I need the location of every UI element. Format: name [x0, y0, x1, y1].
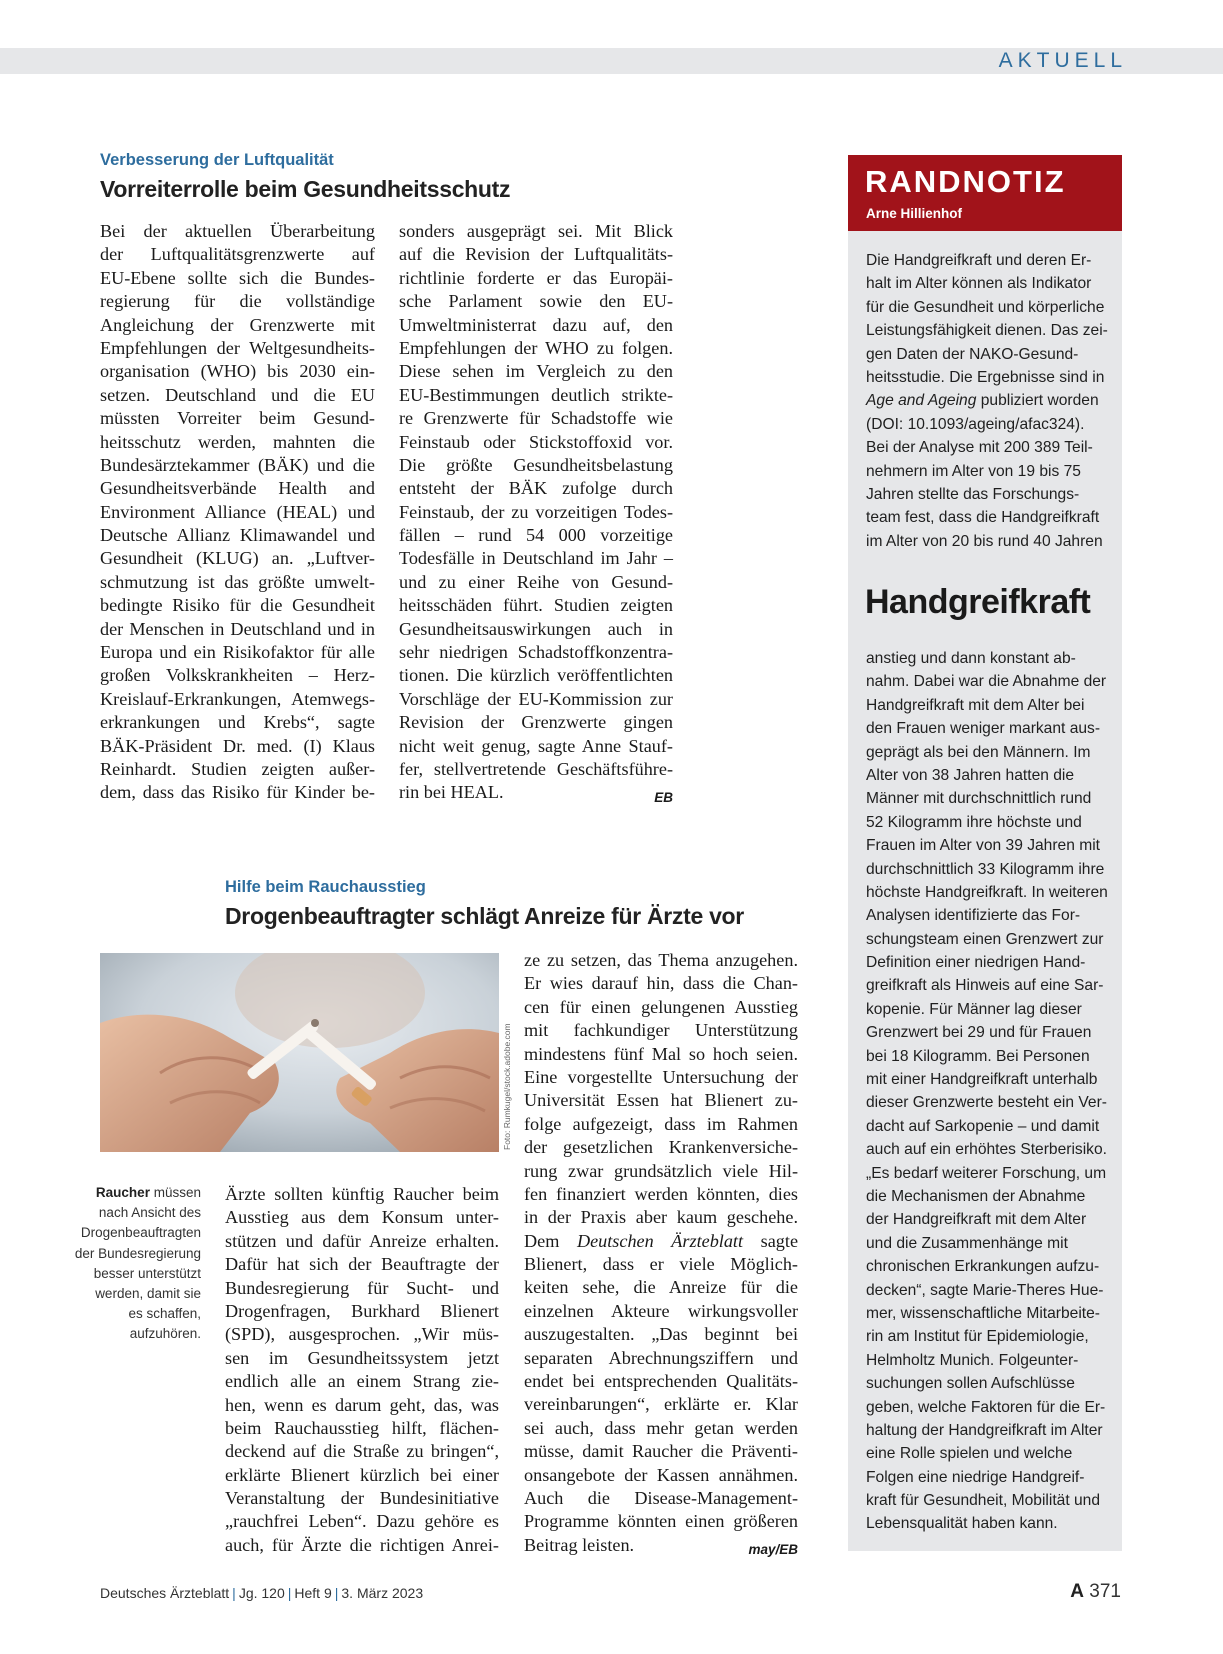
- text-line: geben, welche Faktoren für die Er-: [866, 1398, 1106, 1416]
- text-line: der Handgreifkraft mit dem Alter: [866, 1211, 1087, 1229]
- text-line: re Grenzwerte für Schadstoffe wie: [399, 408, 673, 429]
- text-line: „Es bedarf weiterer Forschung, um: [866, 1164, 1107, 1182]
- text-line: Die größte Gesundheitsbelastung: [399, 454, 673, 475]
- randnotiz-text-bottom: [866, 647, 1106, 1536]
- publication-name: Deutschen Ärzteblatt: [576, 1230, 744, 1251]
- text-line: rung zwar grundsätzlich viele Hil-: [524, 1160, 798, 1181]
- photo-credit: Foto: Rumkugel/stock.adobe.com: [502, 1023, 512, 1150]
- text-line: Lebensqualität haben kann.: [866, 1515, 1058, 1533]
- text-line: stützen und dafür Anreize erhalten.: [225, 1230, 499, 1251]
- article1-column-1: [100, 220, 375, 805]
- text-line: Beitrag leisten.: [524, 1534, 635, 1555]
- page-number-value: 371: [1089, 1581, 1121, 1602]
- text-line: sonders ausgeprägt sei. Mit Blick: [399, 221, 673, 241]
- text-line: durchschnittlich 33 Kilogramm ihre: [866, 860, 1105, 878]
- randnotiz-author: Arne Hillienhof: [866, 206, 963, 221]
- text-line: dacht auf Sarkopenie – und damit: [866, 1117, 1100, 1135]
- text-line: Veranstaltung der Bundesinitiative: [225, 1488, 499, 1509]
- text-line: sen im Gesundheitssystem jetzt: [225, 1347, 499, 1368]
- text-line: Drogenfragen, Burkhard Blienert: [225, 1300, 499, 1321]
- text-line: dem, dass das Risiko für Kinder be-: [100, 782, 375, 803]
- text-line: bei 18 Kilogramm. Bei Personen: [866, 1047, 1090, 1065]
- text-line: Eine vorgestellte Untersuchung der: [524, 1066, 798, 1087]
- text-line: fällen – rund 54 000 vorzeitige: [399, 525, 673, 546]
- text-line: vereinbarungen“, erklärte er. Klar: [524, 1394, 798, 1415]
- caption-line: müssen: [153, 1185, 201, 1200]
- text-line: mit einer Handgreifkraft unterhalb: [866, 1071, 1098, 1089]
- text-line: Diese sehen im Vergleich zu den: [399, 361, 673, 382]
- text-line: Empfehlungen der WHO zu folgen.: [399, 337, 673, 358]
- text-line: deckend auf die Straße zu bringen“,: [225, 1441, 499, 1462]
- text-line: fer, stellvertretende Geschäftsführe-: [399, 758, 673, 779]
- article1-signature: EB: [654, 789, 673, 805]
- text-line: Vorschläge der EU-Kommission zur: [399, 688, 673, 709]
- text-line: Männer mit durchschnittlich rund: [866, 790, 1092, 808]
- text-line: Universität Essen hat Blienert zu-: [524, 1090, 798, 1111]
- text-line: tionen. Die kürzlich veröffentlichten: [399, 665, 673, 686]
- text-line: Revision der Grenzwerte gingen: [399, 712, 673, 733]
- text-line: haltung der Handgreifkraft im Alter: [866, 1421, 1103, 1439]
- text-line: Folgen eine niedrige Handgreif-: [866, 1468, 1085, 1486]
- text-line: (DOI: 10.1093/ageing/afac324).: [866, 415, 1085, 433]
- text-line: beim Rauchausstieg hilft, flächen-: [225, 1417, 499, 1438]
- text-fragment: publiziert worden: [976, 392, 1099, 410]
- text-line: Analysen identifizierte das For-: [866, 907, 1081, 925]
- text-line: Definition einer niedrigen Hand-: [866, 954, 1086, 972]
- text-line: onsangebote der Kassen annähmen.: [524, 1464, 798, 1485]
- randnotiz-title: RANDNOTIZ: [865, 164, 1066, 199]
- text-line: der Luftqualitätsgrenzwerte auf: [100, 244, 375, 265]
- article2-kicker: Hilfe beim Rauchausstieg: [225, 878, 426, 896]
- text-line: endet bei entsprechenden Qualitäts-: [524, 1371, 798, 1392]
- text-line: heitsschutz werden, mahnten die: [100, 431, 375, 452]
- text-line: Umweltministerrat dazu auf, den: [399, 314, 673, 335]
- text-fragment: Dem: [524, 1230, 560, 1251]
- text-line: schmutzung ist das größte umwelt-: [100, 571, 375, 592]
- photo-caption: [60, 1183, 201, 1345]
- text-line: rin am Institut für Epidemiologie,: [866, 1328, 1089, 1346]
- text-line: Environment Alliance (HEAL) und: [100, 501, 375, 522]
- text-line: Reinhardt. Studien zeigten außer-: [100, 758, 375, 779]
- text-line: entsteht der BÄK zufolge durch: [399, 478, 673, 499]
- footer-journal: Deutsches Ärzteblatt: [100, 1585, 230, 1601]
- text-line: den Frauen weniger markant aus-: [866, 720, 1101, 738]
- article2-headline: Drogenbeauftragter schlägt Anreize für Ärzte vor: [225, 903, 744, 929]
- article1-headline: Vorreiterrolle beim Gesundheitsschutz: [100, 176, 511, 202]
- text-line: Feinstaub, der zu vorzeitigen Todes-: [399, 501, 673, 522]
- text-line: erkrankungen und Krebs“, sagte: [100, 712, 375, 733]
- text-line: Programme könnten einen größeren: [524, 1511, 798, 1532]
- text-line: Feinstaub oder Stickstoffoxid vor.: [399, 431, 673, 452]
- text-line: auszugestalten. „Das beginnt bei: [524, 1324, 798, 1345]
- caption-bold: Raucher: [95, 1185, 150, 1200]
- text-line: Frauen im Alter von 39 Jahren mit: [866, 837, 1101, 855]
- article1-kicker: Verbesserung der Luftqualität: [100, 151, 334, 169]
- text-line: suchungen sollen Aufschlüsse: [866, 1375, 1075, 1393]
- text-line: 52 Kilogramm ihre höchste und: [866, 813, 1082, 831]
- text-line: Bei der Analyse mit 200 389 Teil-: [866, 439, 1093, 457]
- text-line: schungsteam einen Grenzwert zur: [866, 930, 1104, 948]
- smoking-photo: [100, 953, 499, 1152]
- text-line: auf die Revision der Luftqualitäts-: [399, 244, 673, 265]
- article2-column-2: [524, 949, 798, 1557]
- caption-line: nach Ansicht des: [98, 1205, 201, 1221]
- text-line: EU-Bestimmungen deutlich strikte-: [399, 384, 673, 405]
- text-line: müssten Vorreiter beim Gesund-: [100, 408, 375, 429]
- page-prefix: A: [1070, 1581, 1085, 1602]
- text-line: nahm. Dabei war die Abnahme der: [866, 673, 1107, 691]
- text-line: Die Handgreifkraft und deren Er-: [866, 252, 1092, 269]
- randnotiz-heading: Handgreifkraft: [865, 583, 1091, 621]
- text-line: heitsschäden führt. Studien zeigten: [399, 595, 673, 616]
- text-line: mindestens fünf Mal so hoch seien.: [524, 1043, 798, 1064]
- text-line: team fest, dass die Handgreifkraft: [866, 509, 1100, 527]
- text-line: heitsstudie. Die Ergebnisse sind in: [866, 368, 1105, 386]
- text-line: Ärzte sollten künftig Raucher beim: [225, 1184, 499, 1204]
- text-line: Empfehlungen der Weltgesundheits-: [100, 337, 375, 358]
- article1-column-2: [399, 220, 673, 805]
- caption-line: der Bundesregierung: [74, 1245, 201, 1261]
- text-line: chronischen Erkrankungen aufzu-: [866, 1258, 1100, 1276]
- text-line: Blienert, dass er viele Möglich-: [524, 1254, 798, 1275]
- text-line: höchste Handgreifkraft. In weiteren: [866, 883, 1108, 901]
- text-line: EU-Ebene sollte sich die Bundes-: [100, 267, 375, 288]
- randnotiz-text-top: [866, 249, 1106, 553]
- text-line: Helmholtz Munich. Folgeunter-: [866, 1351, 1079, 1369]
- text-line: kraft für Gesundheit, Mobilität und: [866, 1492, 1101, 1510]
- text-line: gen Daten der NAKO-Gesund-: [866, 345, 1079, 363]
- text-line: BÄK-Präsident Dr. med. (I) Klaus: [100, 735, 375, 756]
- text-line: auch, für Ärzte die richtigen Anrei-: [225, 1534, 499, 1555]
- caption-line: Drogenbeauftragten: [80, 1225, 201, 1241]
- text-line: (SPD), ausgesprochen. „Wir müs-: [225, 1324, 499, 1345]
- text-line: Bei der aktuellen Überarbeitung: [100, 221, 375, 241]
- journal-name: Age and Ageing: [866, 392, 977, 410]
- page-number: [1070, 1581, 1121, 1603]
- text-line: endlich alle an einem Strang zie-: [225, 1371, 499, 1392]
- text-line: ze zu setzen, das Thema anzugehen.: [524, 950, 798, 970]
- text-line: im Alter von 20 bis rund 40 Jahren: [866, 532, 1103, 550]
- text-line: Bundesärztekammer (BÄK) und die: [100, 454, 375, 475]
- text-line: Deutsche Allianz Klimawandel und: [100, 525, 375, 546]
- broken-cigarette-image: [100, 953, 499, 1152]
- text-line: Er wies darauf hin, dass die Chan-: [524, 973, 798, 994]
- text-line: Dafür hat sich der Beauftragte der: [225, 1254, 499, 1275]
- text-line: auch auf ein erhöhtes Sterberisiko.: [866, 1141, 1107, 1159]
- text-line: Leistungsfähigkeit dienen. Das zei-: [866, 322, 1108, 340]
- text-line: bedingte Risiko für die Gesundheit: [100, 595, 375, 616]
- text-line: mer, wissenschaftliche Mitarbeite-: [866, 1304, 1100, 1322]
- text-line: dieser Grenzwerte besteht ein Ver-: [866, 1094, 1107, 1112]
- text-line: müsse, damit Raucher die Präventi-: [524, 1441, 798, 1462]
- text-line: einzelnen Akteure wirkungsvoller: [524, 1300, 798, 1321]
- text-line: und zu einer Reihe von Gesund-: [399, 571, 673, 592]
- text-line: sche Parlament sowie den EU-: [399, 291, 673, 312]
- text-line: Ausstieg aus dem Konsum unter-: [225, 1207, 499, 1228]
- text-line: greifkraft als Hinweis auf eine Sar-: [866, 977, 1104, 995]
- text-line: der gesetzlichen Krankenversiche-: [524, 1137, 798, 1158]
- text-line: anstieg und dann konstant ab-: [866, 650, 1076, 667]
- text-line: Grenzwert bei 29 und für Frauen: [866, 1024, 1092, 1042]
- text-line: rin bei HEAL.: [399, 782, 504, 803]
- text-line: [866, 389, 1106, 412]
- footer-volume: Jg. 120: [238, 1585, 285, 1601]
- text-line: halt im Alter können als Indikator: [866, 275, 1092, 293]
- text-line: eine Rolle spielen und welche: [866, 1445, 1073, 1463]
- text-line: [524, 1230, 798, 1253]
- text-line: sei auch, dass mehr getan werden: [524, 1417, 798, 1438]
- text-line: Europa und ein Risikofaktor für alle: [100, 642, 375, 663]
- text-line: Gesundheit (KLUG) an. „Luftver-: [100, 548, 375, 569]
- text-line: Todesfälle in Deutschland im Jahr –: [399, 548, 673, 569]
- caption-line: werden, damit sie: [95, 1286, 201, 1302]
- footer-issue: Heft 9: [294, 1585, 332, 1601]
- text-line: setzen. Deutschland und die EU: [100, 384, 375, 405]
- caption-line: besser unterstützt: [93, 1265, 201, 1281]
- text-line: cen für einen gelungenen Ausstieg: [524, 996, 798, 1017]
- text-line: Gesundheitsverbände Health and: [100, 478, 375, 499]
- text-line: kopenie. Für Männer lag dieser: [866, 1000, 1082, 1018]
- article2-column-1: [225, 1183, 499, 1557]
- text-line: in der Praxis aber kaum geschehe.: [524, 1207, 798, 1228]
- text-line: organisation (WHO) bis 2030 ein-: [100, 361, 375, 382]
- article2-signature: may/EB: [748, 1542, 798, 1557]
- text-line: nicht weit genug, sagte Anne Stauf-: [399, 735, 673, 756]
- text-line: und die Zusammenhänge mit: [866, 1234, 1068, 1252]
- text-line: Bundesregierung für Sucht- und: [225, 1277, 499, 1298]
- text-line: geprägt als bei den Männern. Im: [866, 743, 1091, 761]
- text-line: folge aufgezeigt, dass im Rahmen: [524, 1113, 798, 1134]
- text-line: keiten sehe, die Anreize für die: [524, 1277, 798, 1298]
- text-line: separaten Abrechnungsziffern und: [524, 1347, 798, 1368]
- section-label: AKTUELL: [998, 49, 1127, 72]
- text-line: Kreislauf-Erkrankungen, Atemwegs-: [100, 688, 375, 709]
- text-line: die Mechanismen der Abnahme: [866, 1187, 1086, 1205]
- text-line: richtlinie forderte er das Europäi-: [399, 267, 673, 288]
- caption-line: aufzuhören.: [129, 1326, 201, 1342]
- text-line: der Menschen in Deutschland und in: [100, 618, 375, 639]
- caption-line: es schaffen,: [128, 1306, 201, 1322]
- footer-date: 3. März 2023: [341, 1585, 424, 1601]
- text-line: Jahren stellte das Forschungs-: [866, 485, 1080, 503]
- text-line: „rauchfrei Leben“. Dazu gehöre es: [225, 1511, 499, 1532]
- footer-citation: Deutsches Ärzteblatt | Jg. 120 | Heft 9 | 3. März 2023: [100, 1585, 424, 1601]
- text-line: sehr niedrigen Schadstoffkonzentra-: [399, 642, 673, 663]
- text-line: mit fachkundiger Unterstützung: [524, 1020, 798, 1041]
- text-line: hen, wenn es darum geht, das, was: [225, 1394, 499, 1415]
- text-line: für die Gesundheit und körperliche: [866, 298, 1105, 316]
- text-line: Handgreifkraft mit dem Alter bei: [866, 696, 1085, 714]
- text-line: nehmern im Alter von 19 bis 75: [866, 462, 1081, 480]
- text-fragment: sagte: [760, 1230, 799, 1251]
- text-line: Auch die Disease-Management-: [524, 1487, 798, 1508]
- text-line: großen Volkskrankheiten – Herz-: [100, 665, 375, 686]
- text-line: regierung für die vollständige: [100, 291, 375, 312]
- text-line: fen finanziert werden könnten, dies: [524, 1183, 798, 1204]
- text-line: Angleichung der Grenzwerte mit: [100, 314, 375, 335]
- text-line: Gesundheitsauswirkungen auch in: [399, 618, 673, 639]
- text-line: Alter von 38 Jahren hatten die: [866, 766, 1075, 784]
- text-line: erklärte Blienert kürzlich bei einer: [225, 1464, 499, 1485]
- text-line: decken“, sagte Marie-Theres Hue-: [866, 1281, 1104, 1299]
